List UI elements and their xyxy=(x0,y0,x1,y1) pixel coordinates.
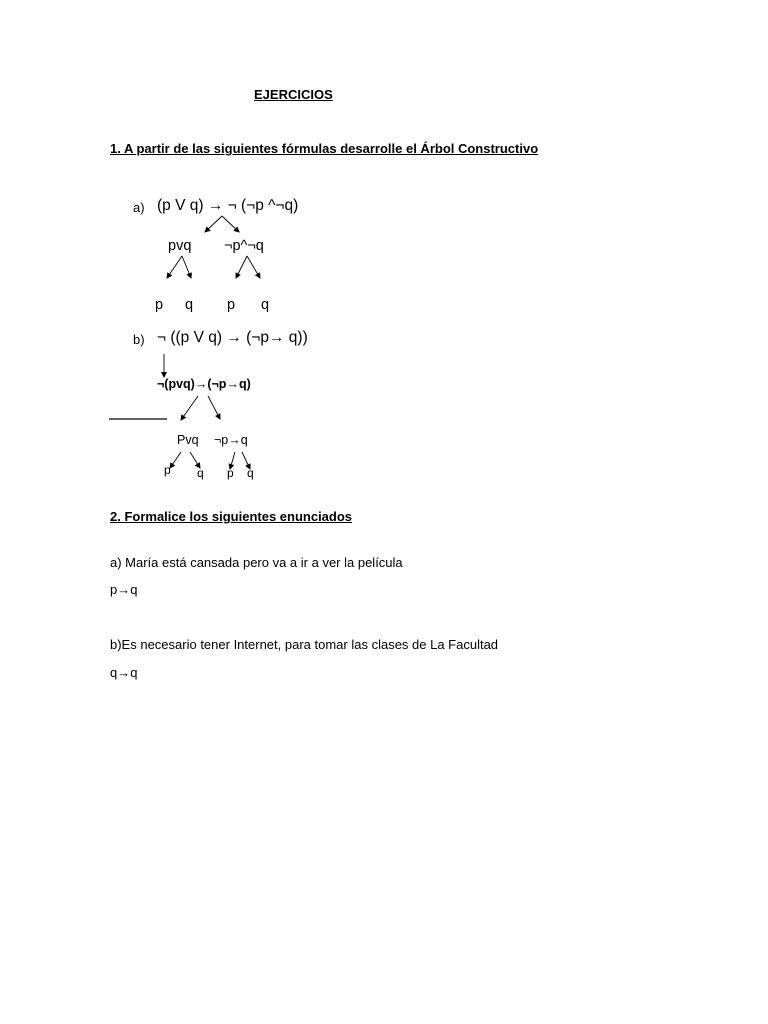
tree-a-arrow xyxy=(222,216,239,232)
tree-a-left-node: pvq xyxy=(168,238,192,254)
answer-a: p→q xyxy=(110,582,138,597)
tree-b-root: ¬(pvq)→(¬p→q) xyxy=(157,377,251,391)
tree-b-arrow xyxy=(170,452,181,468)
tree-b-leaf: q xyxy=(197,466,204,480)
tree-b-right-node: ¬p→q xyxy=(214,433,248,447)
exercise-a-label: a) xyxy=(133,200,145,215)
tree-b-arrow xyxy=(190,452,200,468)
tree-b-leaf: p xyxy=(227,466,234,480)
tree-a-arrow xyxy=(247,256,260,278)
statement-a: a) María está cansada pero va a ir a ver la película xyxy=(110,555,403,570)
section-2-heading: 2. Formalice los siguientes enunciados xyxy=(110,509,353,524)
tree-b-arrow xyxy=(181,396,198,420)
exercise-b-label: b) xyxy=(133,332,145,347)
tree-a-leaf: p xyxy=(155,297,164,313)
tree-a-leaf: q xyxy=(185,297,194,313)
statement-b: b)Es necesario tener Internet, para tomar las clases de La Facultad xyxy=(110,637,499,652)
tree-a-arrow xyxy=(182,256,191,278)
tree-a-leaf: p xyxy=(227,297,236,313)
tree-b-left-node: Pvq xyxy=(177,433,199,447)
tree-a-arrow xyxy=(167,256,182,278)
tree-b-arrow xyxy=(208,396,220,419)
tree-b-leaf: q xyxy=(247,466,254,480)
page-title: EJERCICIOS xyxy=(254,87,333,102)
section-1-heading: 1. A partir de las siguientes fórmulas desarrolle el Árbol Constructivo xyxy=(110,141,539,156)
tree-a-arrow xyxy=(236,256,247,278)
exercise-a-formula: (p V q) → ¬ (¬p ^¬q) xyxy=(157,197,299,214)
answer-b: q→q xyxy=(110,665,138,680)
tree-b-leaf: p xyxy=(164,463,171,477)
tree-a-leaf: q xyxy=(261,297,270,313)
tree-a-arrow xyxy=(205,216,222,232)
tree-b-arrow xyxy=(242,452,250,469)
tree-b-arrow xyxy=(230,452,235,469)
tree-a-right-node: ¬p^¬q xyxy=(224,238,264,254)
exercise-b-formula: ¬ ((p V q) → (¬p→ q)) xyxy=(157,329,308,346)
